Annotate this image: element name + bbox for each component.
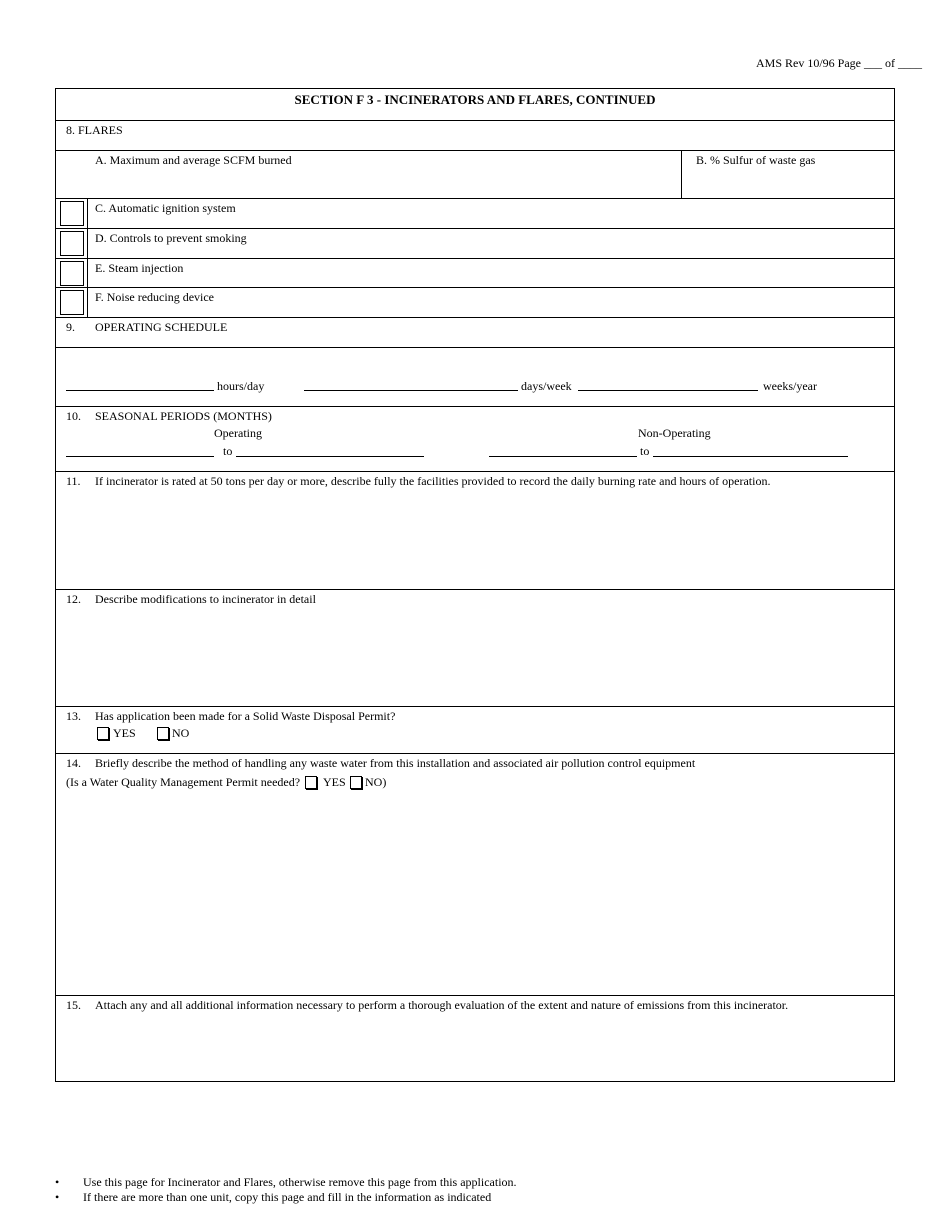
q14-yes-label: YES bbox=[323, 775, 346, 789]
divider bbox=[56, 347, 894, 348]
q13-yes-label: YES bbox=[113, 726, 136, 740]
q13-yes-checkbox[interactable] bbox=[97, 727, 109, 740]
divider bbox=[56, 287, 894, 288]
q14-answer-area[interactable] bbox=[66, 794, 881, 990]
q8c-checkbox[interactable] bbox=[60, 201, 84, 226]
hours-field[interactable] bbox=[66, 390, 214, 391]
days-field[interactable] bbox=[304, 390, 518, 391]
days-unit: days/week bbox=[521, 379, 572, 393]
q11-answer-area[interactable] bbox=[66, 491, 881, 585]
divider bbox=[681, 150, 682, 198]
q14-yes-checkbox[interactable] bbox=[305, 776, 317, 789]
q9-label: OPERATING SCHEDULE bbox=[95, 320, 228, 334]
divider bbox=[87, 198, 88, 318]
divider bbox=[56, 198, 894, 199]
divider bbox=[56, 406, 894, 407]
q8d-checkbox[interactable] bbox=[60, 231, 84, 256]
q15-answer-area[interactable] bbox=[66, 1015, 881, 1077]
q11-label: If incinerator is rated at 50 tons per day or more, describe fully the facilities provided to record the daily burning rate and hours of operation. bbox=[95, 474, 771, 488]
divider bbox=[56, 753, 894, 754]
weeks-unit: weeks/year bbox=[763, 379, 817, 393]
divider bbox=[56, 317, 894, 318]
q14-no-checkbox[interactable] bbox=[350, 776, 362, 789]
q10-label: SEASONAL PERIODS (MONTHS) bbox=[95, 409, 272, 423]
divider bbox=[56, 589, 894, 590]
q13-no-checkbox[interactable] bbox=[157, 727, 169, 740]
q8a-label: A. Maximum and average SCFM burned bbox=[95, 153, 292, 167]
q8d-label: D. Controls to prevent smoking bbox=[95, 231, 247, 245]
non-operating-from-field[interactable] bbox=[489, 456, 637, 457]
q8-label: 8. FLARES bbox=[66, 123, 123, 137]
q8f-checkbox[interactable] bbox=[60, 290, 84, 315]
operating-label: Operating bbox=[214, 426, 262, 440]
q13-no-label: NO bbox=[172, 726, 190, 740]
footnote-1: • Use this page for Incinerator and Flares, otherwise remove this page from this application. bbox=[55, 1175, 517, 1189]
divider bbox=[56, 258, 894, 259]
hours-unit: hours/day bbox=[217, 379, 265, 393]
q8c-label: C. Automatic ignition system bbox=[95, 201, 236, 215]
q8e-checkbox[interactable] bbox=[60, 261, 84, 286]
q12-label: Describe modifications to incinerator in detail bbox=[95, 592, 316, 606]
operating-to-label: to bbox=[223, 444, 233, 458]
divider bbox=[56, 706, 894, 707]
page-reference: AMS Rev 10/96 Page ___ of ____ bbox=[756, 56, 922, 70]
q14-permit-question: (Is a Water Quality Management Permit needed? bbox=[66, 775, 301, 789]
footnote-2: • If there are more than one unit, copy this page and fill in the information as indicated bbox=[55, 1190, 492, 1204]
q9-number: 9. bbox=[66, 320, 75, 334]
q14-number: 14. bbox=[66, 756, 81, 770]
weeks-field[interactable] bbox=[578, 390, 758, 391]
bullet-icon: • bbox=[55, 1175, 60, 1189]
bullet-icon: • bbox=[55, 1190, 60, 1204]
q8e-label: E. Steam injection bbox=[95, 261, 184, 275]
q8b-label: B. % Sulfur of waste gas bbox=[696, 153, 816, 167]
q13-number: 13. bbox=[66, 709, 81, 723]
divider bbox=[56, 995, 894, 996]
divider bbox=[56, 120, 894, 121]
form-frame bbox=[55, 88, 895, 1082]
q14-label: Briefly describe the method of handling any waste water from this installation and associated air pollution control equipment bbox=[95, 756, 696, 770]
divider bbox=[56, 471, 894, 472]
non-operating-to-label: to bbox=[640, 444, 650, 458]
q8f-label: F. Noise reducing device bbox=[95, 290, 215, 304]
operating-from-field[interactable] bbox=[66, 456, 214, 457]
q12-number: 12. bbox=[66, 592, 81, 606]
non-operating-label: Non-Operating bbox=[638, 426, 711, 440]
q11-number: 11. bbox=[66, 474, 81, 488]
operating-to-field[interactable] bbox=[236, 456, 424, 457]
q15-label: Attach any and all additional information necessary to perform a thorough evaluation of the extent and nature of emissions from this incinerator. bbox=[95, 998, 789, 1012]
q15-number: 15. bbox=[66, 998, 81, 1012]
q13-label: Has application been made for a Solid Waste Disposal Permit? bbox=[95, 709, 396, 723]
divider bbox=[56, 228, 894, 229]
q14-no-label: NO) bbox=[365, 775, 387, 789]
q10-number: 10. bbox=[66, 409, 81, 423]
q12-answer-area[interactable] bbox=[66, 609, 881, 703]
non-operating-to-field[interactable] bbox=[653, 456, 848, 457]
section-title: SECTION F 3 - INCINERATORS AND FLARES, CONTINUED bbox=[294, 92, 656, 107]
divider bbox=[56, 150, 894, 151]
